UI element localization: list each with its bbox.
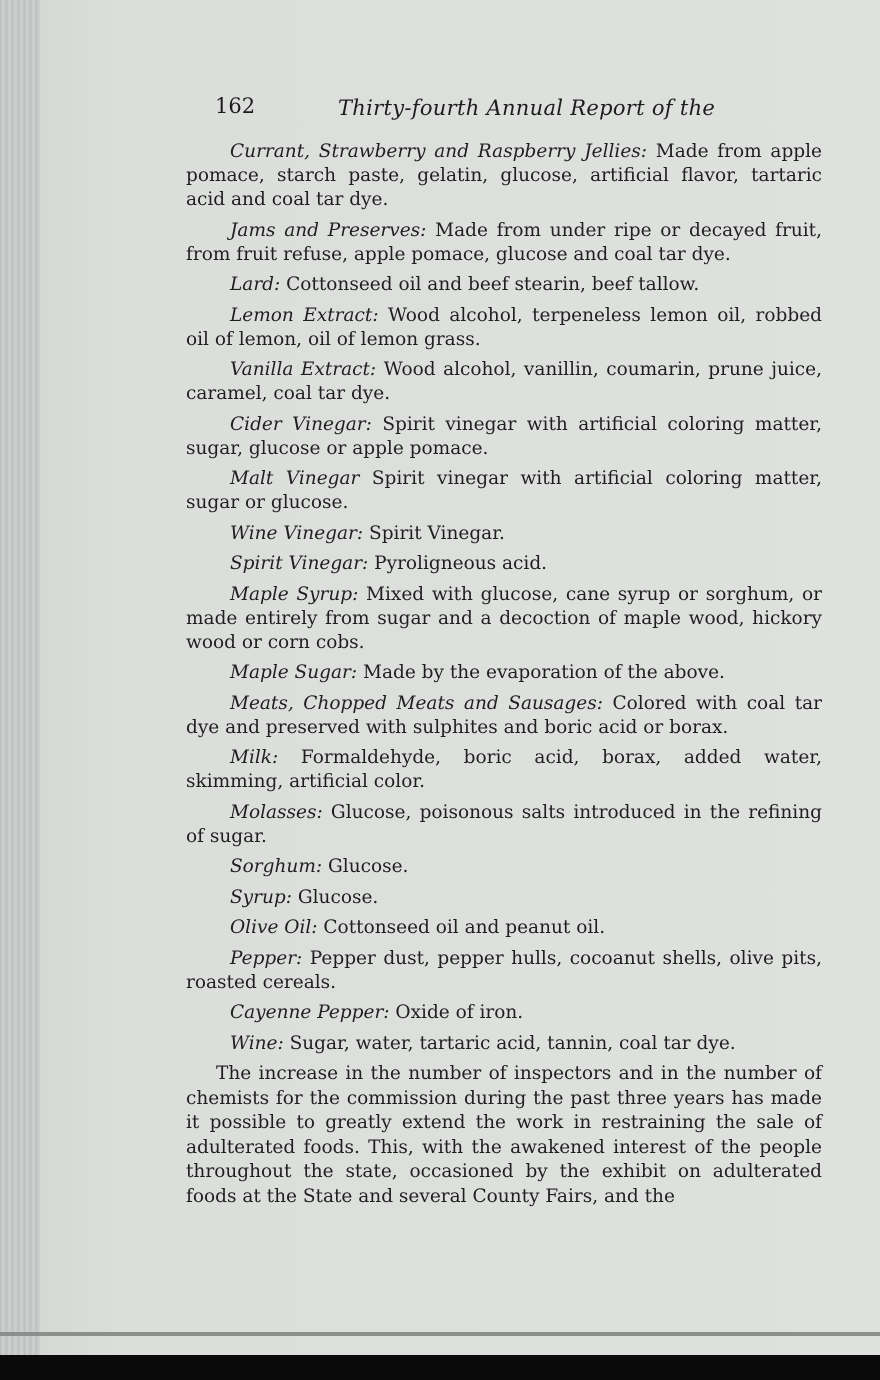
entry-text: Cottonseed oil and beef stearin, beef tallow. (286, 274, 700, 295)
entry-text: Pyroligneous acid. (374, 553, 548, 574)
list-item (186, 140, 822, 212)
entry-text: Formaldehyde, boric acid, borax, added water, skimming, artificial color. (186, 747, 822, 792)
list-item (186, 661, 822, 685)
entry-text: Spirit vinegar with artificial coloring matter, sugar, glucose or apple pomace. (186, 413, 822, 459)
page-number: 162 (215, 94, 256, 118)
list-item (186, 916, 822, 940)
entry-term: Vanilla Extract: (230, 359, 377, 380)
entry-term: Molasses: (230, 801, 323, 823)
list-item (186, 886, 822, 910)
entry-text: Made from apple pomace, starch paste, gelatin, glucose, artificial flavor, tartaric acid and coal tar dye. (186, 141, 823, 210)
entry-text: Cottonseed oil and peanut oil. (323, 917, 606, 938)
entry-text: Made by the evaporation of the above. (363, 662, 725, 683)
bottom-rule (0, 1332, 880, 1336)
entry-text: Glucose, poisonous salts introduced in the refining of sugar. (186, 801, 822, 847)
entry-term: Wine Vinegar: (230, 522, 364, 544)
page-content (186, 140, 822, 1209)
entry-text: Sugar, water, tartaric acid, tannin, coal tar dye. (289, 1032, 736, 1054)
list-item (186, 801, 822, 849)
entry-text: Mixed with glucose, cane syrup or sorghum, or made entirely from sugar and a decoction of maple wood, hickory wood or corn cobs. (186, 583, 822, 653)
closing-paragraph: The increase in the number of inspectors and in the number of chemists for the commission during the past three years has made it possible to greatly extend the work in restraining the sale of adulterated foods. This, with the awakened interest of the people throughout the state, occasioned by the exhibit on adulterated foods at the State and several County Fairs, and the (186, 1063, 822, 1207)
list-item (186, 552, 822, 576)
entry-text: Made from under ripe or decayed fruit, from fruit refuse, apple pomace, glucose and coal tar dye. (186, 219, 822, 265)
entry-term: Syrup: (230, 886, 292, 908)
entry-text: Glucose. (328, 856, 409, 877)
entry-term: Jams and Preserves: (230, 219, 427, 241)
entry-term: Milk: (230, 747, 279, 768)
entry-term: Pepper: (230, 947, 303, 969)
list-item (186, 746, 822, 794)
entry-text: Wood alcohol, terpeneless lemon oil, robbed oil of lemon, oil of lemon grass. (186, 304, 822, 350)
list-item (186, 358, 822, 406)
list-item (186, 1032, 822, 1056)
list-item (186, 583, 822, 655)
list-item (186, 467, 822, 515)
list-item (186, 304, 822, 352)
entry-text: Pepper dust, pepper hulls, cocoanut shells, olive pits, roasted cereals. (186, 947, 822, 993)
list-item (186, 273, 822, 297)
entry-term: Malt Vinegar (230, 468, 360, 489)
adulterant-list (186, 140, 822, 1056)
entry-term: Spirit Vinegar: (230, 553, 369, 574)
list-item (186, 855, 822, 879)
entry-text: Oxide of iron. (395, 1002, 524, 1023)
entry-text: Spirit vinegar with artificial coloring matter, sugar or glucose. (186, 468, 822, 513)
entry-term: Sorghum: (230, 856, 323, 877)
entry-term: Olive Oil: (230, 917, 318, 938)
entry-text: Glucose. (297, 886, 379, 908)
entry-term: Lard: (230, 274, 281, 295)
entry-term: Maple Sugar: (230, 662, 358, 683)
entry-term: Cayenne Pepper: (230, 1002, 390, 1023)
entry-text: Wood alcohol, vanillin, coumarin, prune juice, caramel, coal tar dye. (186, 359, 822, 404)
entry-term: Wine: (230, 1032, 284, 1054)
entry-term: Cider Vinegar: (230, 413, 372, 435)
list-item (186, 219, 822, 267)
list-item (186, 413, 822, 461)
list-item (186, 947, 822, 995)
entry-term: Lemon Extract: (230, 304, 379, 326)
entry-term: Currant, Strawberry and Raspberry Jellies: (230, 141, 648, 162)
running-title: Thirty-fourth Annual Report of the (338, 96, 716, 120)
entry-text: Colored with coal tar dye and preserved with sulphites and boric acid or borax. (186, 692, 822, 738)
page-header (215, 92, 755, 126)
entry-term: Meats, Chopped Meats and Sausages: (230, 692, 603, 714)
list-item (186, 692, 822, 740)
entry-text: Spirit Vinegar. (369, 522, 505, 544)
binding-gutter (0, 0, 40, 1355)
list-item (186, 522, 822, 546)
list-item (186, 1001, 822, 1025)
entry-term: Maple Syrup: (230, 583, 359, 605)
